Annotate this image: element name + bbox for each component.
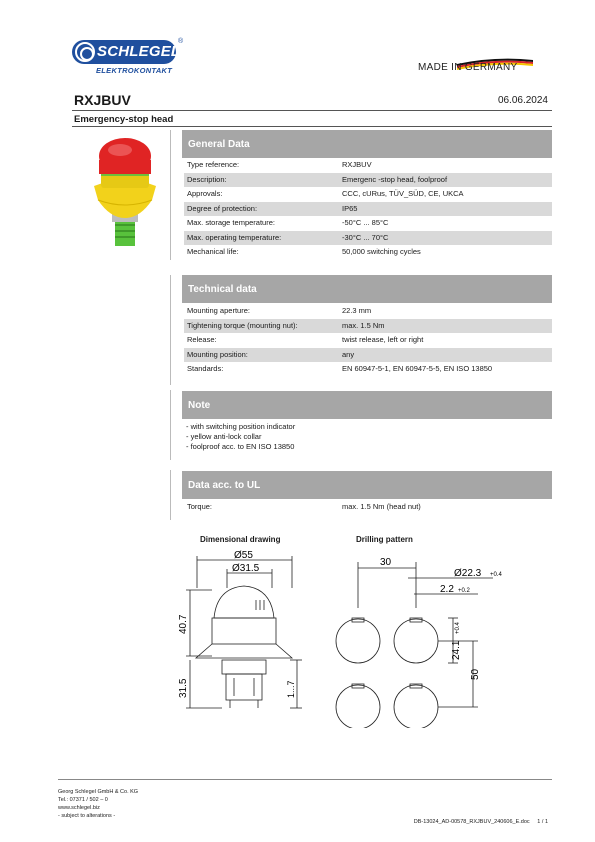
footer-disclaimer: - subject to alterations - [58, 813, 116, 819]
logo-badge [72, 40, 181, 64]
note-heading: Note [182, 391, 552, 419]
dimensional-drawing [172, 548, 312, 728]
footer-company: Georg Schlegel GmbH & Co. KG [58, 789, 139, 795]
logo-rings-icon [75, 42, 95, 62]
table-row: Mechanical life: 50,000 switching cycles [187, 247, 421, 256]
dimension-label: 1...7 [286, 680, 296, 698]
note-list [186, 422, 295, 453]
dimension-label: Ø22.3 [454, 568, 482, 579]
footer-website[interactable]: www.schlegel.biz [58, 805, 100, 811]
document-reference: DB-13024_AD-00578_RXJBUV_240606_E.doc [413, 819, 530, 825]
table-row: Release: twist release, left or right [187, 335, 424, 344]
table-row: Approvals: CCC, cURus, TÜV_SÜD, CE, UKCA [187, 189, 464, 198]
table-row: Description: Emergenc -stop head, foolproof [184, 173, 552, 188]
section-separator [170, 130, 171, 260]
table-row: Max. storage temperature: -50°C ... 85°C [187, 218, 389, 227]
type-reference-title: RXJBUV [74, 92, 131, 108]
divider [72, 126, 552, 127]
footer-contact [58, 788, 138, 820]
technical-data-heading: Technical data [182, 275, 552, 303]
dimension-label: 31.5 [178, 678, 189, 698]
dimensional-drawing-title: Dimensional drawing [200, 535, 281, 544]
drilling-pattern-title: Drilling pattern [356, 535, 413, 544]
table-row: Max. operating temperature: -30°C ... 70°C [184, 231, 552, 246]
section-separator [170, 275, 171, 385]
table-row: Tightening torque (mounting nut): max. 1.5 Nm [184, 319, 552, 334]
ul-data-heading: Data acc. to UL [182, 471, 552, 499]
divider [72, 110, 552, 111]
section-separator [170, 390, 171, 460]
dimension-label: 50 [470, 668, 481, 680]
registered-icon: ® [178, 38, 184, 45]
dimension-label: 30 [380, 557, 392, 568]
document-date: 06.06.2024 [497, 95, 548, 106]
table-row: Mounting aperture: 22.3 mm [187, 306, 372, 315]
made-in-germany: MADE IN GERMANY [418, 62, 518, 73]
emergency-stop-product-image [90, 134, 160, 252]
product-subtitle: Emergency-stop head [74, 114, 174, 125]
list-item: - yellow anti-lock collar [186, 432, 262, 442]
table-row: Type reference: RXJBUV [187, 160, 372, 169]
table-row: Degree of protection: IP65 [184, 202, 552, 217]
brand-subtitle: ELEKTROKONTAKT [96, 66, 173, 75]
dimension-label: 40.7 [178, 614, 189, 634]
dimension-label: Ø31.5 [232, 563, 260, 574]
list-item: - foolproof acc. to EN ISO 13850 [186, 442, 295, 452]
section-separator [170, 470, 171, 520]
dimension-label: 2.2 [440, 584, 454, 595]
dimension-tolerance: +0.2 [458, 588, 470, 594]
table-row: Mounting position: any [184, 348, 552, 363]
dimension-tolerance: +0.4 [455, 622, 461, 634]
list-item: - with switching position indicator [186, 422, 296, 431]
footer-phone: Tel.: 07371 / 502 – 0 [58, 797, 108, 803]
dimension-label: Ø55 [234, 550, 253, 561]
schlegel-logo [72, 38, 184, 78]
general-data-heading: General Data [182, 130, 552, 158]
table-row: Torque: max. 1.5 Nm (head nut) [187, 502, 421, 511]
footer-docref [414, 819, 548, 825]
drilling-pattern [318, 548, 510, 728]
dimension-tolerance: +0.4 [490, 572, 502, 578]
page-number: 1 / 1 [537, 819, 548, 825]
brand-name: SCHLEGEL [97, 43, 181, 60]
footer-divider [58, 779, 552, 780]
table-row: Standards: EN 60947-5-1, EN 60947-5-5, EN ISO 13850 [187, 364, 493, 373]
dimension-label: 24.1 [451, 640, 462, 660]
